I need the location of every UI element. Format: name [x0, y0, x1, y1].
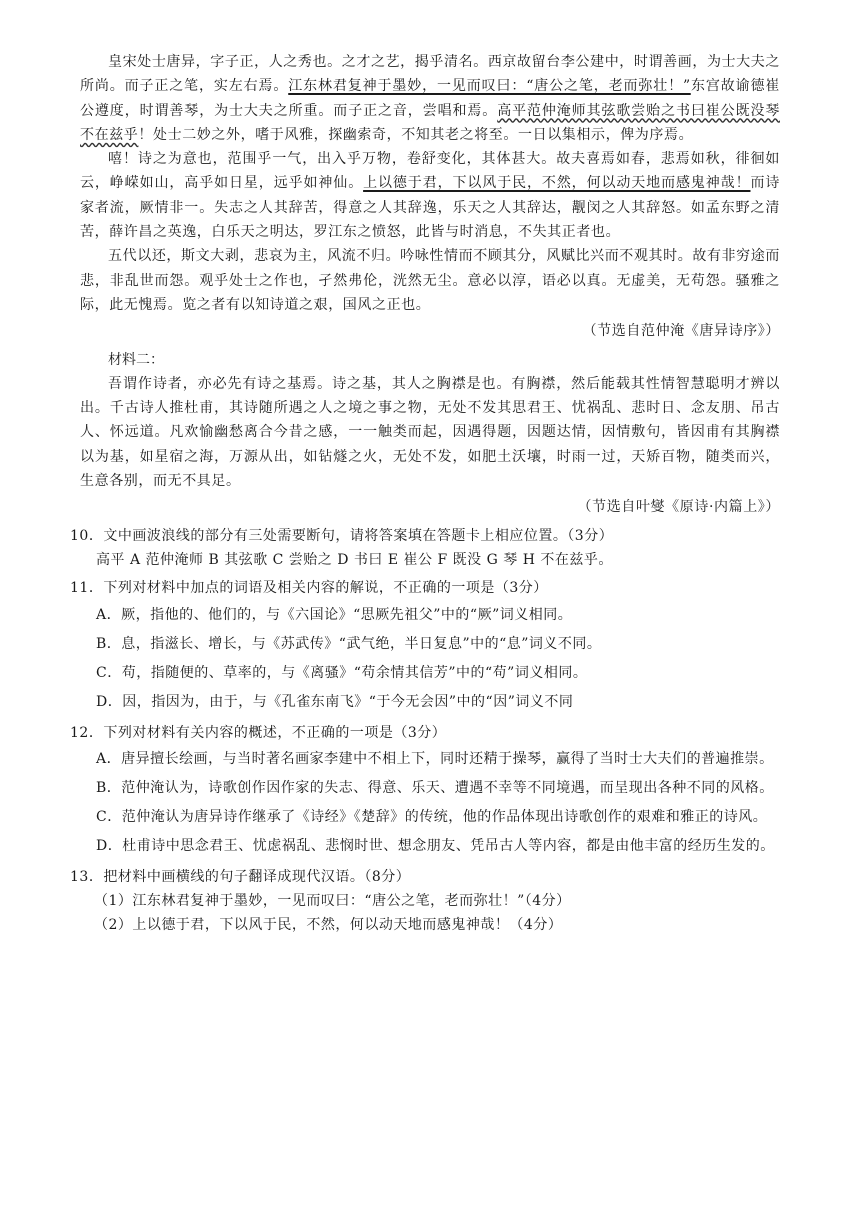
underlined-sentence-1: 江东林君复神于墨妙，一见而叹曰：“唐公之笔，老而弥壮！” [288, 78, 691, 95]
question-10-segment-line: 高平 A 范仲淹师 B 其弦歌 C 尝贻之 D 书曰 E 崔公 F 既没 G 琴 H 不在兹乎。 [96, 551, 613, 568]
question-12-option-b: B．范仲淹认为，诗歌创作因作家的失志、得意、乐天、遭遇不幸等不同境遇，而呈现出各种不同的风格。 [96, 779, 774, 796]
material2-label: 材料二： [108, 351, 164, 368]
question-13-sentence-2: （2）上以德于君，下以风于民，不然，何以动天地而感鬼神哉！（4分） [94, 917, 563, 934]
question-12-option-c: C．范仲淹认为唐异诗作继承了《诗经》《楚辞》的传统，他的作品体现出诗歌创作的艰难和雅正的诗风。 [96, 808, 768, 825]
question-11-option-c: C．苟，指随便的、草率的，与《离骚》“苟余情其信芳”中的“苟”词义相同。 [96, 664, 588, 681]
question-10-stem: 10．文中画波浪线的部分有三处需要断句，请将答案填在答题卡上相应位置。（3分） [70, 527, 614, 544]
material1-paragraph-2: 嘻！诗之为意也，范围乎一气，出入乎万物，卷舒变化，其体甚大。故夫喜焉如春，悲焉如秋，徘徊如云，峥嵘如山，高乎如日星，远乎如神仙。上以德于君，下以风于民，不然，何以动天地而感鬼神哉！而诗家者流，厥情非一。失志之人其辞苦，得意之人其辞逸，乐天之人其辞达，觏闵之人其辞怒。如孟东野之清苦，薛许昌之英逸，白乐天之明达，罗江东之愤怒，此皆与时消息，不失其正者也。 [80, 151, 780, 241]
wavy-underlined-passage: 高平范仲淹师其弦歌尝贻之书曰崔公既没琴不在兹乎 [80, 102, 780, 143]
material2-paragraph: 吾谓作诗者，亦必先有诗之基焉。诗之基，其人之胸襟是也。有胸襟，然后能载其性情智慧聪明才辨以出。千古诗人推杜甫，其诗随所遇之人之境之事之物，无处不发其思君王、忧祸乱、悲时日、念友朋、吊古人、怀远道。凡欢愉幽愁离合今昔之感，一一触类而起，因遇得题，因题达情，因情敷句，皆因甫有其胸襟以为基，如星宿之海，万源从出，如钻燧之火，无处不发，如肥土沃壤，时雨一过，天矫百物，随类而兴，生意各别，而无不具足。 [80, 375, 780, 490]
material1-paragraph-1: 皇宋处士唐异，字子正，人之秀也。之才之艺，揭乎清名。西京故留台李公建中，时谓善画，为士大夫之所尚。而子正之笔，实左右焉。江东林君复神于墨妙，一见而叹曰：“唐公之笔，老而弥壮！”东宫故谕德崔公遵度，时谓善琴，为士大夫之所重。而子正之音，尝唱和焉。高平范仲淹师其弦歌尝贻之书曰崔公既没琴不在兹乎！处士二妙之外，嗜于风雅，探幽索奇，不知其老之将至。一日以集相示，俾为序焉。 [80, 54, 780, 143]
question-11-option-a: A．厥，指他的、他们的，与《六国论》“思厥先祖父”中的“厥”词义相同。 [96, 606, 573, 623]
material1-source: （节选自范仲淹《唐异诗序》） [582, 323, 780, 340]
question-12-option-a: A．唐异擅长绘画，与当时著名画家李建中不相上下，同时还精于操琴，赢得了当时士大夫们的普遍推崇。 [96, 750, 774, 767]
exam-page [70, 50, 780, 938]
underlined-sentence-2: 上以德于君，下以风于民，不然，何以动天地而感鬼神哉！ [363, 175, 751, 192]
question-12-stem: 12．下列对材料有关内容的概述，不正确的一项是（3分） [70, 724, 447, 741]
question-13-stem: 13．把材料中画横线的句子翻译成现代汉语。（8分） [70, 868, 411, 885]
question-13-sentence-1: （1）江东林君复神于墨妙，一见而叹曰：“唐公之笔，老而弥壮！”（4分） [94, 893, 571, 910]
question-12-option-d: D．杜甫诗中思念君王、忧虑祸乱、悲悯时世、想念朋友、凭吊古人等内容，都是由他丰富的经历生发的。 [96, 837, 775, 854]
question-11-stem: 11．下列对材料中加点的词语及相关内容的解说，不正确的一项是（3分） [70, 580, 548, 597]
material2-source: （节选自叶燮《原诗·内篇上》） [577, 499, 780, 516]
question-11-option-d: D．因，指因为，由于，与《孔雀东南飞》“于今无会因”中的“因”词义不同 [96, 693, 574, 710]
material1-paragraph-3: 五代以还，斯文大剥，悲哀为主，风流不归。吟咏性情而不顾其分，风赋比兴而不观其时。故有非穷途而悲，非乱世而怨。观乎处士之作也，孑然弗伦，洸然无尘。意必以淳，语必以真。无虚美，无苟怨。骚雅之际，此无愧焉。览之者有以知诗道之艰，国风之正也。 [80, 248, 780, 313]
question-11-option-b: B．息，指滋长、增长，与《苏武传》“武气绝，半日复息”中的“息”词义不同。 [96, 635, 602, 652]
